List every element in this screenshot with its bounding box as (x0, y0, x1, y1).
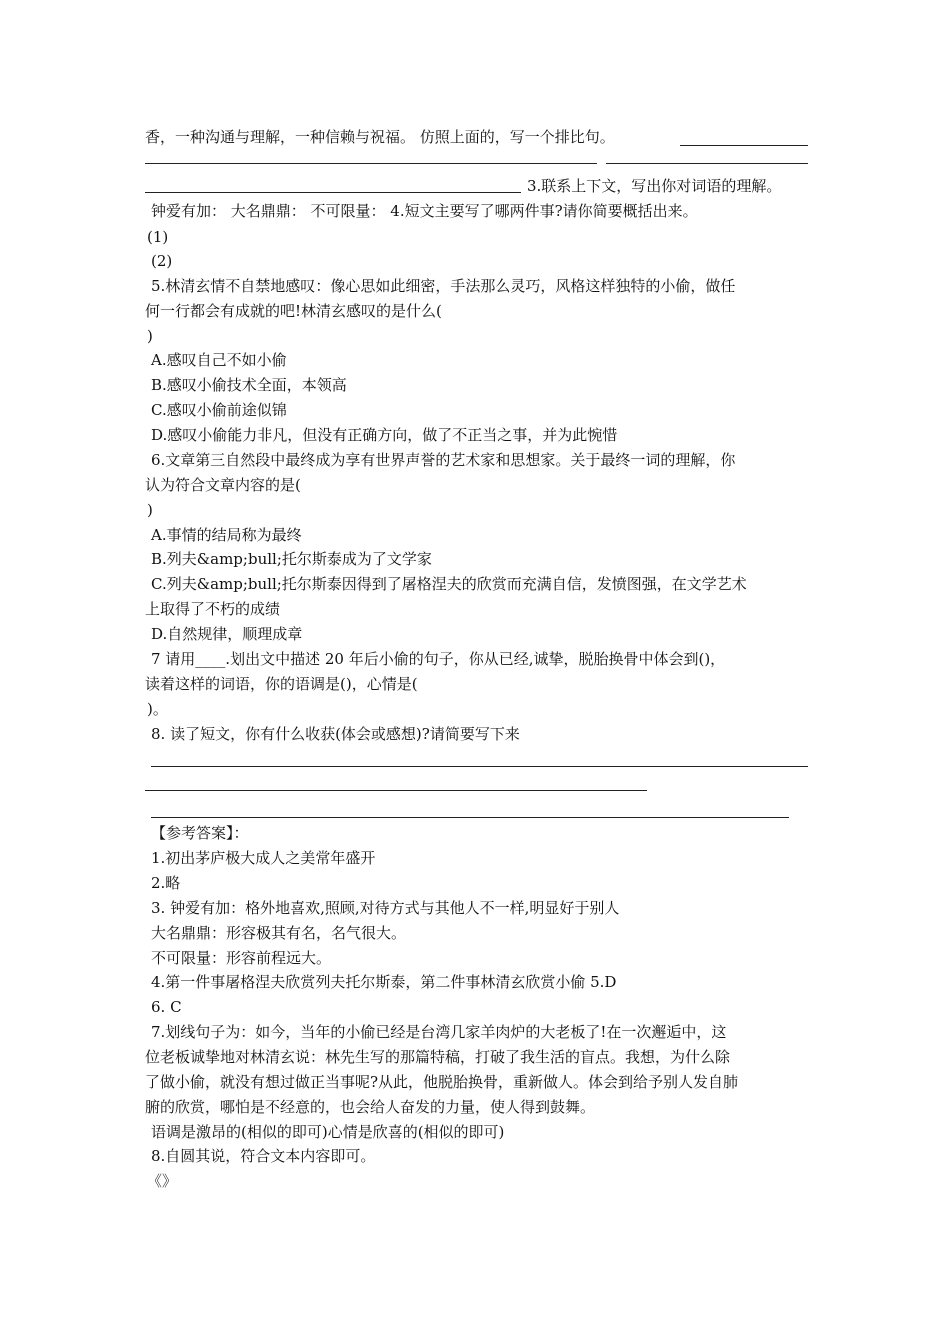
answer-line: 4.第一件事屠格涅夫欣赏列夫托尔斯泰，第二件事林清玄欣赏小偷 5.D (151, 973, 617, 991)
option-line: B.感叹小偷技术全面，本领高 (151, 376, 347, 394)
answer-line: 7.划线句子为：如今，当年的小偷已经是台湾几家羊肉炉的大老板了!在一次邂逅中，这 (151, 1023, 727, 1041)
answer-line: 腑的欣赏，哪怕是不经意的，也会给人奋发的力量，使人得到鼓舞。 (145, 1098, 596, 1116)
answer-blank (606, 163, 808, 164)
answer-blank (145, 163, 597, 164)
answer-line: 3. 钟爱有加：格外地喜欢,照顾,对待方式与其他人不一样,明显好于别人 (151, 899, 620, 917)
option-line: C.列夫&amp;bull;托尔斯泰因得到了屠格涅夫的欣赏而充满自信，发愤图强，在文学艺术 (151, 575, 747, 593)
answer-blank (145, 192, 521, 193)
answer-line: 《》 (147, 1172, 178, 1190)
text-line: 读着这样的词语，你的语调是()，心情是( (145, 675, 418, 693)
option-line: D.自然规律，顺理成章 (151, 625, 303, 643)
text-line: )。 (147, 700, 168, 718)
answer-line: 8.自圆其说，符合文本内容即可。 (151, 1147, 376, 1165)
text-line: (1) (147, 228, 169, 246)
answer-blank (151, 817, 789, 818)
answer-line: 1.初出茅庐极大成人之美常年盛开 (151, 849, 376, 867)
text-line: (2) (151, 252, 173, 270)
text-line: 8. 读了短文，你有什么收获(体会或感想)?请简要写下来 (151, 725, 520, 743)
option-line: B.列夫&amp;bull;托尔斯泰成为了文学家 (151, 550, 432, 568)
option-line: A.感叹自己不如小偷 (151, 351, 287, 369)
text-line: ) (147, 501, 153, 519)
answer-line: 大名鼎鼎：形容极其有名，名气很大。 (151, 924, 407, 942)
text-line: 钟爱有加： 大名鼎鼎： 不可限量： 4.短文主要写了哪两件事?请你简要概括出来。 (151, 202, 698, 220)
text-line: 香，一种沟通与理解，一种信赖与祝福。 仿照上面的，写一个排比句。 (145, 128, 615, 146)
answer-line: 位老板诚挚地对林清玄说：林先生写的那篇特稿，打破了我生活的盲点。我想，为什么除 (145, 1048, 731, 1066)
option-line: C.感叹小偷前途似锦 (151, 401, 287, 419)
text-line: 何一行都会有成就的吧!林清玄感叹的是什么( (145, 302, 442, 320)
option-line: D.感叹小偷能力非凡，但没有正确方向，做了不正当之事，并为此惋惜 (151, 426, 618, 444)
answer-line: 不可限量：形容前程远大。 (151, 949, 332, 967)
text-line: 7 请用____.划出文中描述 20 年后小偷的句子，你从已经,诚挚，脱胎换骨中体会到()， (151, 650, 726, 668)
text-line: ) (147, 327, 153, 345)
option-line: A.事情的结局称为最终 (151, 526, 302, 544)
answer-line: 2.略 (151, 874, 181, 892)
answer-blank (680, 145, 808, 146)
answer-line: 6. C (151, 998, 182, 1016)
text-line: 5.林清玄情不自禁地感叹：像心思如此细密，手法那么灵巧，风格这样独特的小偷，做任 (151, 277, 736, 295)
answer-blank (151, 766, 808, 767)
answer-key-heading: 【参考答案】： (151, 824, 249, 842)
option-line: 上取得了不朽的成绩 (145, 600, 281, 618)
text-line: 3.联系上下文，写出你对词语的理解。 (527, 177, 782, 195)
answer-line: 语调是激昂的(相似的即可)心情是欣喜的(相似的即可) (151, 1123, 505, 1141)
answer-blank (145, 790, 647, 791)
text-line: 认为符合文章内容的是( (145, 476, 301, 494)
text-line: 6.文章第三自然段中最终成为享有世界声誉的艺术家和思想家。关于最终一词的理解，你 (151, 451, 736, 469)
answer-line: 了做小偷，就没有想过做正当事呢?从此，他脱胎换骨，重新做人。体会到给予别人发自肺 (145, 1073, 739, 1091)
